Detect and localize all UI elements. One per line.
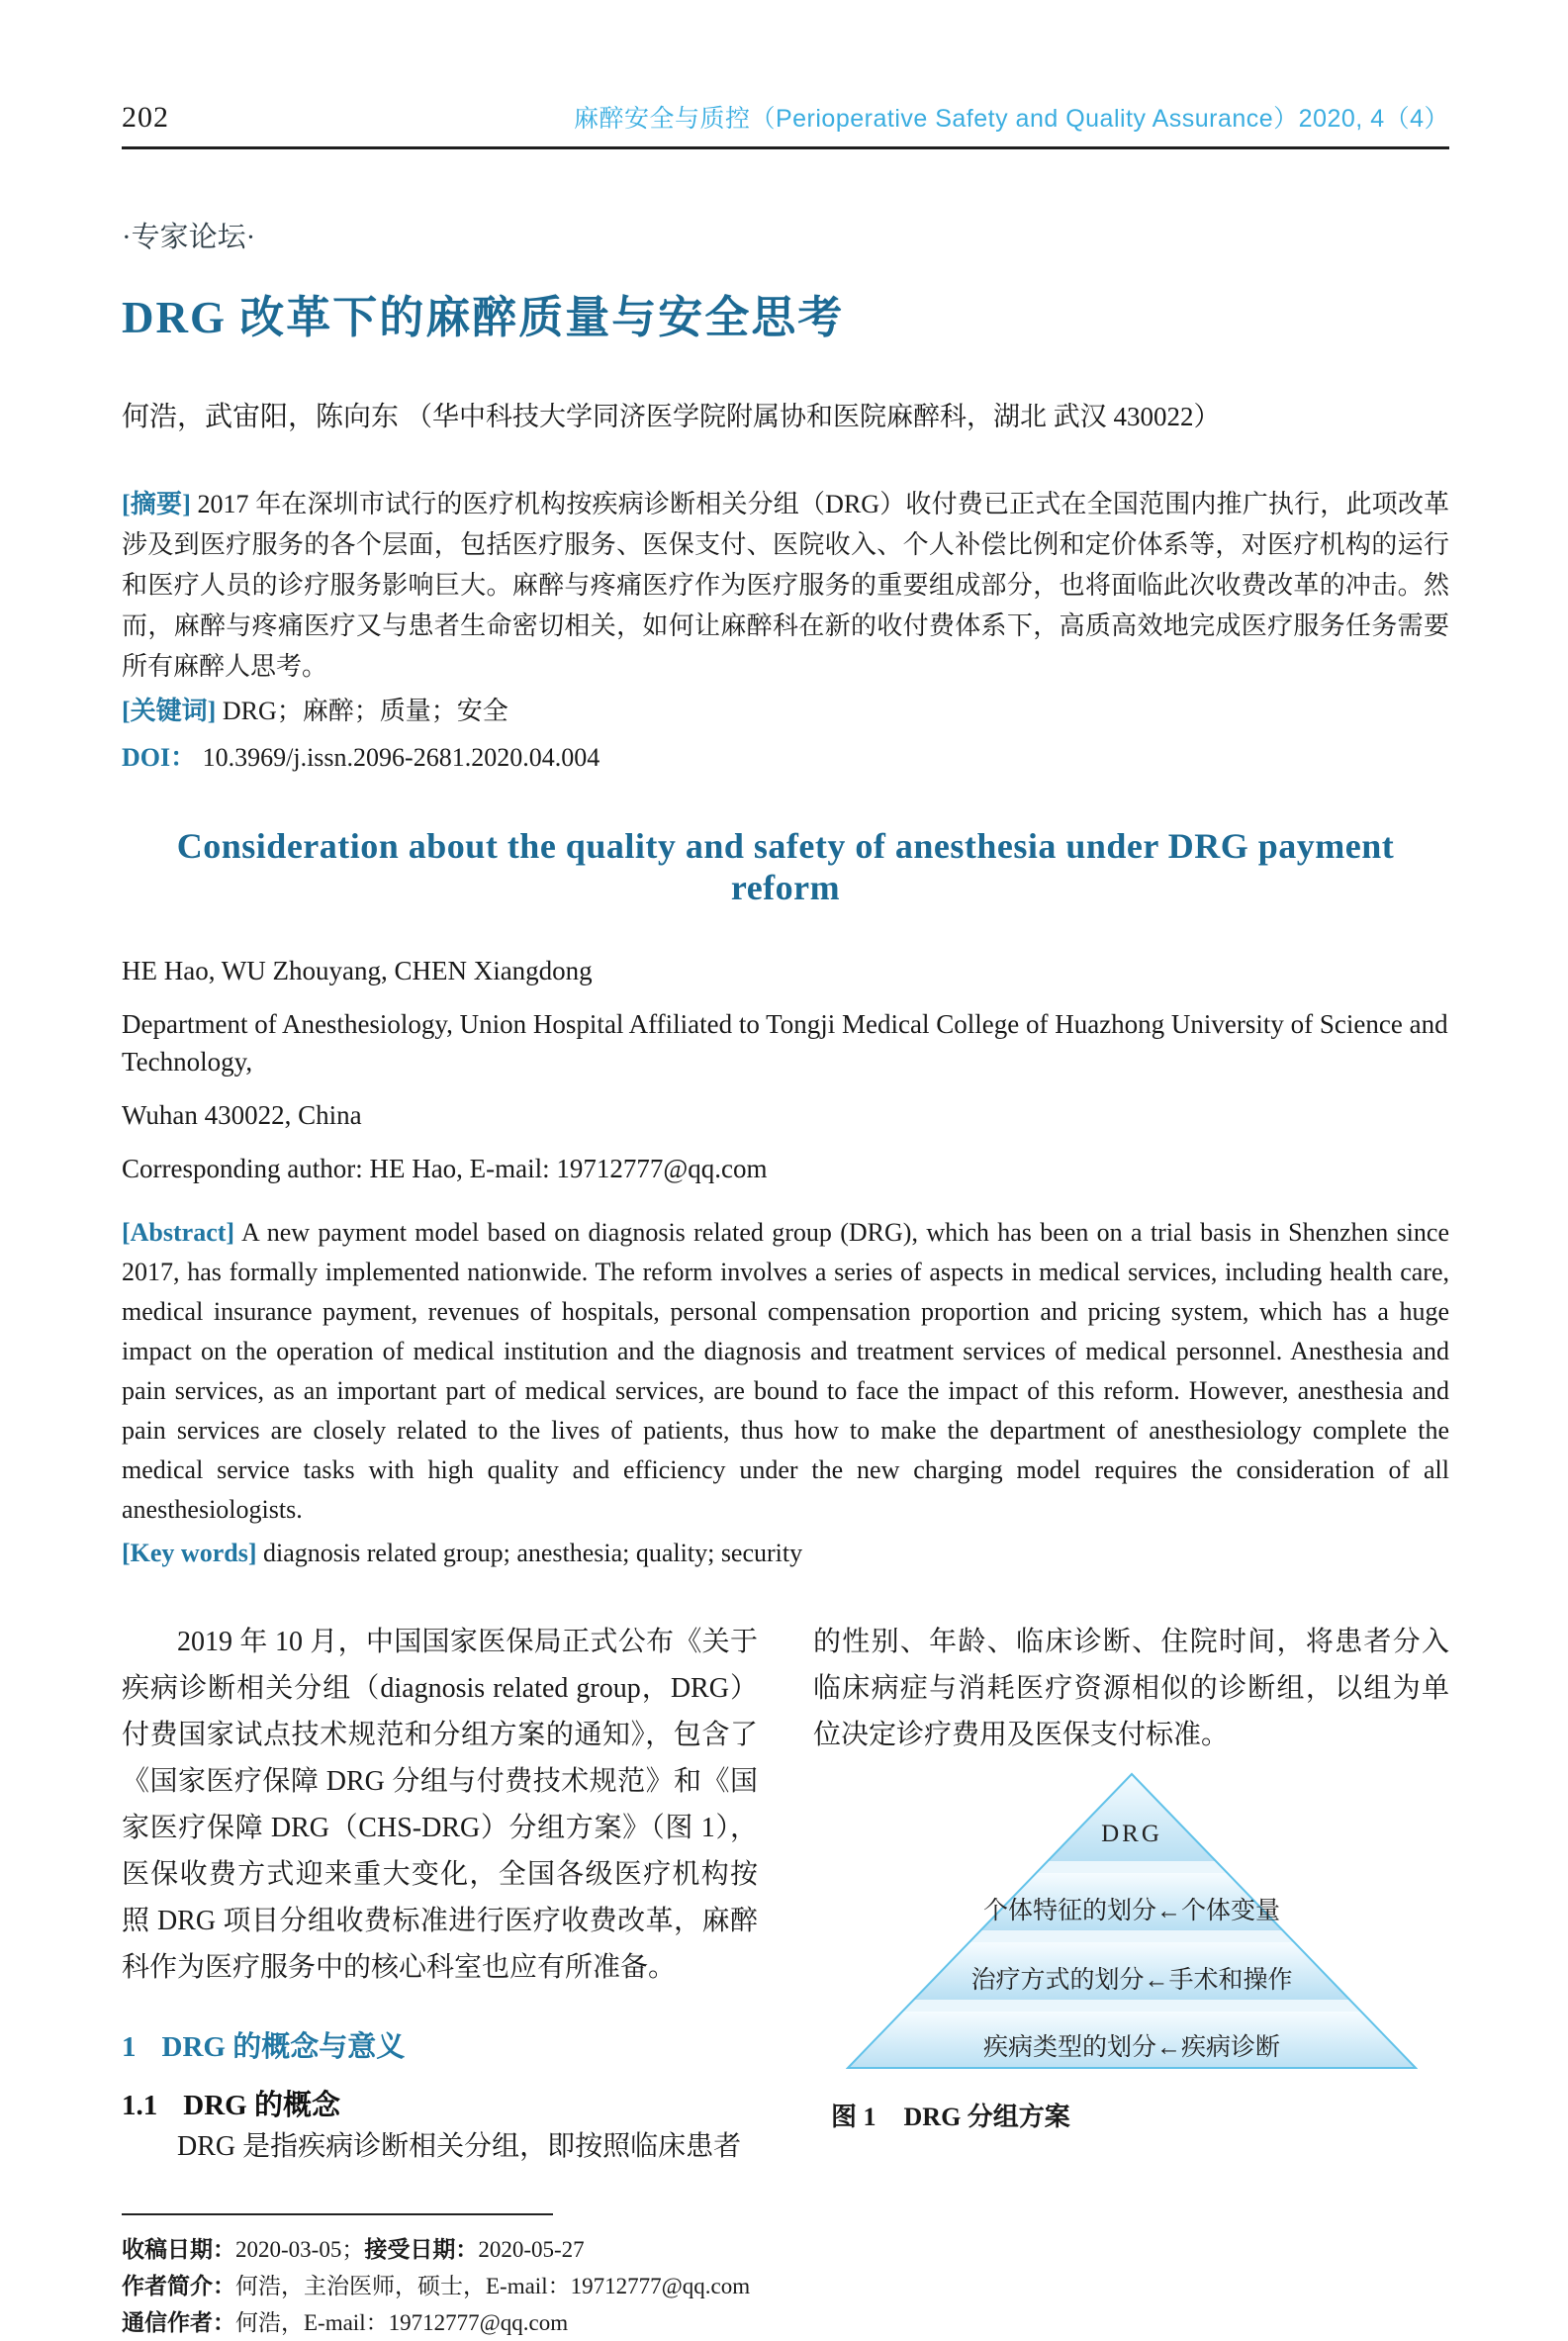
abstract-text-en: A new payment model based on diagnosis related group (DRG), which has been on a trial basis in Shenzhen since 2017, has formally implemented nationwide. The reform involves a series of aspects in medical services, including health care, medical insurance payment, revenues of hospitals, personal compensation proportion and pricing system, which has a huge impact on the operation of medical institution and the diagnosis and treatment services of medical personnel. Anesthesia and pain services, as an important part of medical services, are bound to face the impact of this reform. However, anesthesia and pain services are closely related to the lives of patients, thus how to make the department of anesthesiology complete the medical service tasks with high quality and efficiency under the new charging model requires the consideration of all anesthesiologists. bbox=[122, 1218, 1449, 1524]
footnote-author-bio bbox=[122, 2268, 758, 2304]
keywords-text-cn: DRG；麻醉；质量；安全 bbox=[222, 697, 508, 725]
heading-number: 1.1 bbox=[122, 2090, 158, 2121]
figure-caption bbox=[813, 2097, 1449, 2133]
footnote-divider bbox=[122, 2213, 553, 2215]
heading-number: 1 bbox=[122, 2031, 137, 2063]
abstract-label-en: [Abstract] bbox=[122, 1218, 235, 1247]
affiliation-en-line2: Wuhan 430022, China bbox=[122, 1100, 362, 1130]
received-date-label: 收稿日期： bbox=[122, 2236, 235, 2262]
heading-text: DRG 的概念与意义 bbox=[161, 2031, 406, 2063]
affiliation-en-line1: Department of Anesthesiology, Union Hospital Affiliated to Tongji Medical College of Huazhong University of Science and Technology, bbox=[122, 1009, 1448, 1077]
corresponding-author: Corresponding author: HE Hao, E-mail: 19712777@qq.com bbox=[122, 1154, 768, 1183]
keywords-label-cn: [关键词] bbox=[122, 697, 217, 725]
keywords-line-cn bbox=[122, 691, 1449, 731]
received-date-value: 2020-03-05； bbox=[235, 2237, 365, 2262]
body-paragraph: DRG 是指疾病诊断相关分组，即按照临床患者 bbox=[177, 2131, 742, 2162]
accepted-date-label: 接受日期： bbox=[364, 2236, 479, 2262]
affiliation-cn: （华中科技大学同济医学院附属协和医院麻醉科，湖北 武汉 430022） bbox=[406, 402, 1221, 431]
pyramid-tier2-label: 个体特征的划分←个体变量 bbox=[982, 1898, 1280, 1924]
authors-cn: 何浩，武宙阳，陈向东 bbox=[122, 402, 400, 432]
keywords-label-en: [Key words] bbox=[122, 1539, 257, 1567]
english-author-block bbox=[122, 952, 1449, 1187]
abstract-label-cn: [摘要] bbox=[122, 490, 191, 518]
keywords-text-en: diagnosis related group; anesthesia; quality; security bbox=[262, 1539, 803, 1567]
heading-text: DRG 的概念 bbox=[183, 2090, 340, 2121]
figure-caption-label: 图 1 bbox=[831, 2103, 876, 2131]
authors-line-cn bbox=[122, 395, 1449, 434]
section-heading-1-1 bbox=[122, 2083, 758, 2123]
footnote-dates bbox=[122, 2231, 758, 2268]
section-heading-1 bbox=[122, 2024, 758, 2065]
page-number: 202 bbox=[122, 101, 169, 134]
body-paragraph: 的性别、年龄、临床诊断、住院时间，将患者分入临床病症与消耗医疗资源相似的诊断组，以组为单位决定诊疗费用及医保支付标准。 bbox=[813, 1627, 1449, 1750]
section-marker: ·专家论坛· bbox=[122, 222, 256, 253]
abstract-en bbox=[122, 1213, 1449, 1530]
article-title-en: Consideration about the quality and safety of anesthesia under DRG payment reform bbox=[176, 826, 1395, 907]
pyramid-tier3-label: 治疗方式的划分←手术和操作 bbox=[969, 1967, 1293, 1994]
footnote-block bbox=[122, 2213, 758, 2341]
drg-pyramid-diagram bbox=[846, 1772, 1418, 2071]
abstract-cn bbox=[122, 484, 1449, 687]
journal-name: 麻醉安全与质控（Perioperative Safety and Quality Assurance）2020, 4（4） bbox=[573, 105, 1449, 133]
keywords-line-en bbox=[122, 1534, 1449, 1573]
corresponding-value: 何浩，E-mail：19712777@qq.com bbox=[235, 2310, 569, 2335]
doi-label: DOI： bbox=[122, 743, 197, 772]
footnote-corresponding bbox=[122, 2304, 758, 2341]
pyramid-tier1-label: DRG bbox=[1100, 1821, 1162, 1847]
author-bio-label: 作者简介： bbox=[122, 2273, 235, 2298]
article-title-cn: DRG 改革下的麻醉质量与安全思考 bbox=[122, 293, 845, 342]
corresponding-label: 通信作者： bbox=[122, 2309, 235, 2335]
left-column bbox=[122, 1619, 758, 2341]
pyramid-tier4-label: 疾病类型的划分←疾病诊断 bbox=[982, 2034, 1280, 2061]
authors-en: HE Hao, WU Zhouyang, CHEN Xiangdong bbox=[122, 956, 593, 985]
figure-1 bbox=[813, 1772, 1449, 2133]
body-paragraph: 2019 年 10 月，中国国家医保局正式公布《关于疾病诊断相关分组（diagnosis related group，DRG）付费国家试点技术规范和分组方案的通知》，包含了《国家医疗保障 DRG 分组与付费技术规范》和《国家医疗保障 DRG（CHS-DRG）分组方案》（图 1），医保收费方式迎来重大变化，全国各级医疗机构按照 DRG 项目分组收费标准进行医疗收费改革，麻醉科作为医疗服务中的核心科室也应有所准备。 bbox=[122, 1627, 758, 1983]
two-column-body bbox=[122, 1619, 1449, 2341]
accepted-date-value: 2020-05-27 bbox=[478, 2237, 585, 2262]
doi-line bbox=[122, 737, 1449, 778]
doi-value: 10.3969/j.issn.2096-2681.2020.04.004 bbox=[202, 743, 600, 772]
page-header bbox=[122, 99, 1449, 149]
figure-caption-text: DRG 分组方案 bbox=[903, 2103, 1070, 2131]
right-column bbox=[813, 1619, 1449, 2341]
author-bio-value: 何浩，主治医师，硕士，E-mail：19712777@qq.com bbox=[235, 2274, 751, 2298]
abstract-text-cn: 2017 年在深圳市试行的医疗机构按疾病诊断相关分组（DRG）收付费已正式在全国范围内推广执行，此项改革涉及到医疗服务的各个层面，包括医疗服务、医保支付、医院收入、个人补偿比例和定价体系等，对医疗机构的运行和医疗人员的诊疗服务影响巨大。麻醉与疼痛医疗作为医疗服务的重要组成部分，也将面临此次收费改革的冲击。然而，麻醉与疼痛医疗又与患者生命密切相关，如何让麻醉科在新的收付费体系下，高质高效地完成医疗服务任务需要所有麻醉人思考。 bbox=[122, 490, 1449, 681]
